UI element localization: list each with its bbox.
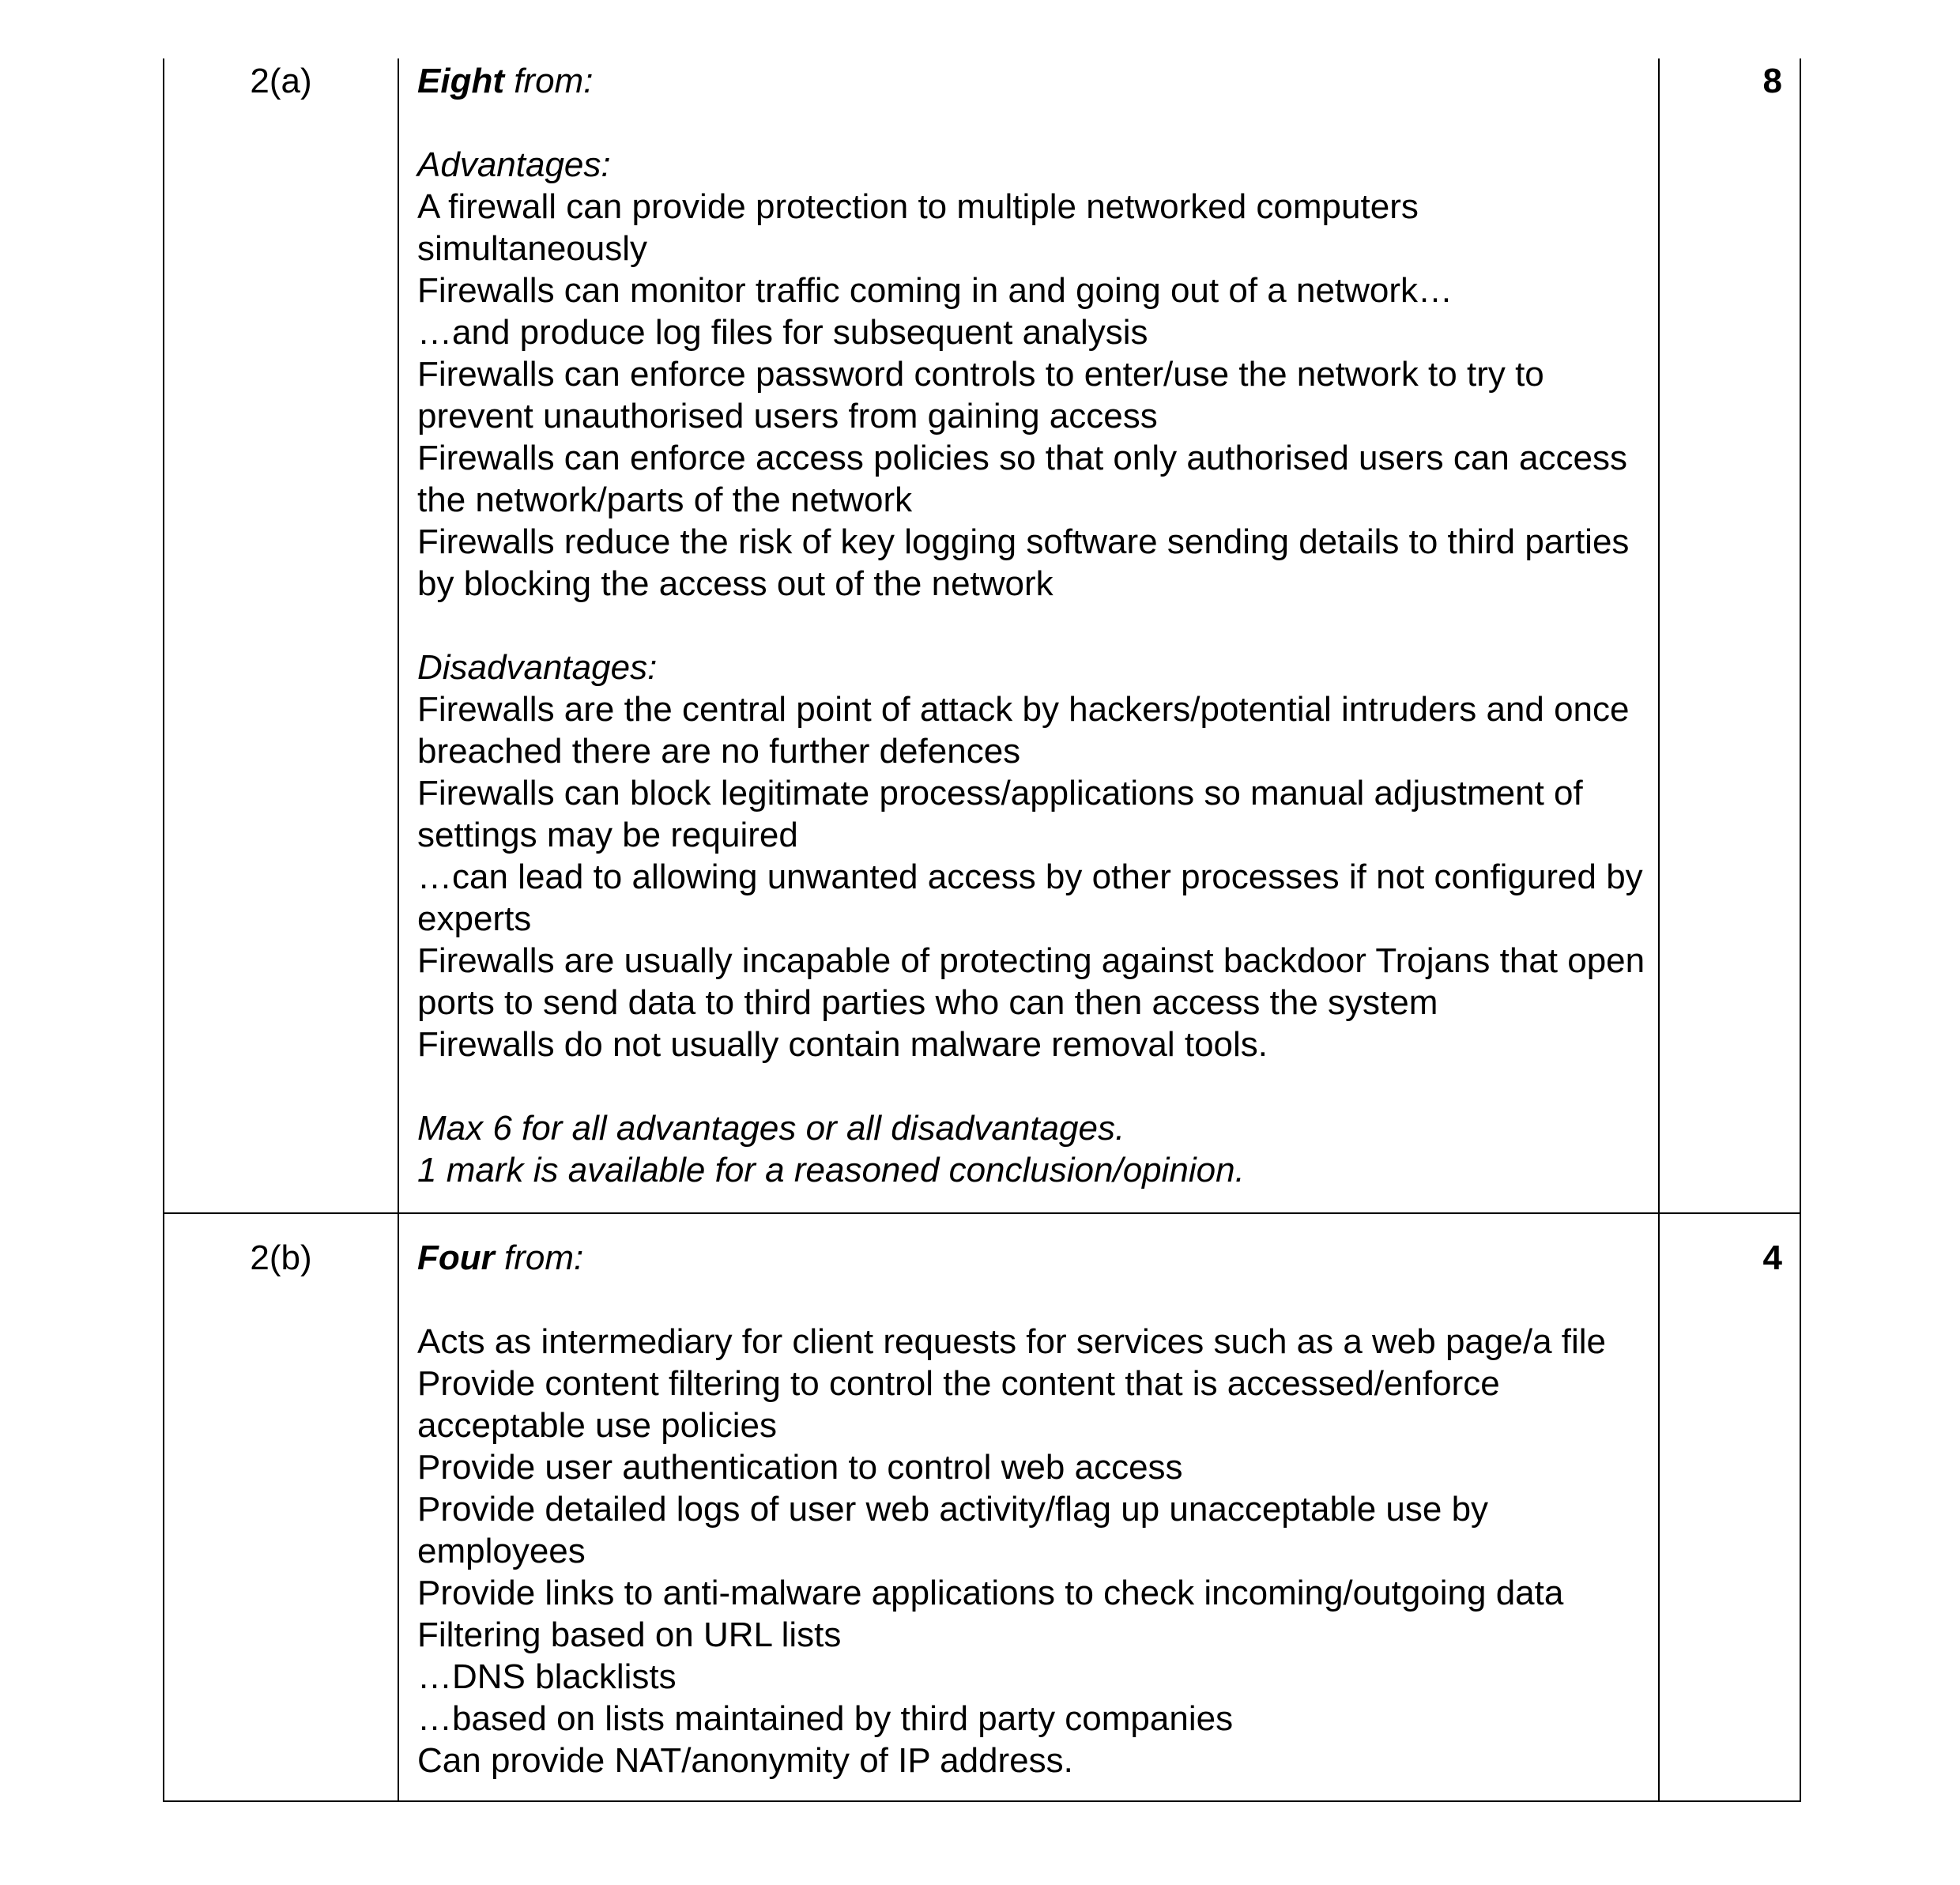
list-item: Filtering based on URL lists xyxy=(417,1615,842,1654)
list-item: Provide content filtering to control the content that is accessed/enforce acceptable use policies xyxy=(417,1364,1500,1445)
list-item: Firewalls are usually incapable of protecting against backdoor Trojans that open ports to send data to third parties who can then access the system xyxy=(417,941,1645,1022)
question-cell xyxy=(164,58,398,1213)
marks-cell xyxy=(1659,1213,1800,1801)
answer-intro xyxy=(417,1238,583,1277)
marks-value: 8 xyxy=(1762,62,1782,100)
list-item: Provide user authentication to control web access xyxy=(417,1448,1183,1487)
answer-cell xyxy=(398,1213,1659,1801)
guidance-note: 1 mark is available for a reasoned conclusion/opinion. xyxy=(417,1151,1245,1189)
list-item: Firewalls can monitor traffic coming in and going out of a network… xyxy=(417,271,1453,310)
answer-cell xyxy=(398,58,1659,1213)
list-item: …and produce log files for subsequent analysis xyxy=(417,313,1148,352)
list-item: Acts as intermediary for client requests for services such as a web page/a file xyxy=(417,1322,1607,1361)
intro-text: from: xyxy=(503,62,594,100)
list-item: Provide links to anti-malware applications to check incoming/outgoing data xyxy=(417,1574,1564,1612)
list-item: …can lead to allowing unwanted access by other processes if not configured by experts xyxy=(417,858,1643,938)
question-number: 2(b) xyxy=(250,1238,312,1277)
list-item: Provide detailed logs of user web activity/flag up unacceptable use by employees xyxy=(417,1490,1489,1570)
list-item: …based on lists maintained by third party companies xyxy=(417,1699,1234,1738)
list-item: …DNS blacklists xyxy=(417,1657,677,1696)
guidance-note: Max 6 for all advantages or all disadvantages. xyxy=(417,1109,1125,1148)
list-item: Firewalls can block legitimate process/applications so manual adjustment of settings may be required xyxy=(417,774,1583,854)
marks-value: 4 xyxy=(1762,1238,1782,1277)
list-item: Firewalls do not usually contain malware removal tools. xyxy=(417,1025,1268,1064)
answer-intro xyxy=(417,62,593,100)
list-item: Firewalls are the central point of attack by hackers/potential intruders and once breached there are no further defences xyxy=(417,690,1630,771)
list-item: Can provide NAT/anonymity of IP address. xyxy=(417,1741,1073,1780)
mark-scheme-table xyxy=(163,58,1801,1802)
section-heading-disadvantages: Disadvantages: xyxy=(417,648,658,687)
intro-text: from: xyxy=(494,1238,584,1277)
intro-count: Four xyxy=(417,1238,495,1277)
table-row xyxy=(164,1213,1800,1801)
list-item: Firewalls can enforce access policies so that only authorised users can access the network/parts of the network xyxy=(417,439,1627,519)
question-cell xyxy=(164,1213,398,1801)
table-row xyxy=(164,58,1800,1213)
section-heading-advantages: Advantages: xyxy=(417,145,611,184)
list-item: Firewalls reduce the risk of key logging software sending details to third parties by blocking the access out of the network xyxy=(417,522,1630,603)
list-item: Firewalls can enforce password controls to enter/use the network to try to prevent unauthorised users from gaining access xyxy=(417,355,1544,435)
list-item: A firewall can provide protection to multiple networked computers simultaneously xyxy=(417,187,1419,268)
question-number: 2(a) xyxy=(250,62,312,100)
intro-count: Eight xyxy=(417,62,504,100)
marks-cell xyxy=(1659,58,1800,1213)
